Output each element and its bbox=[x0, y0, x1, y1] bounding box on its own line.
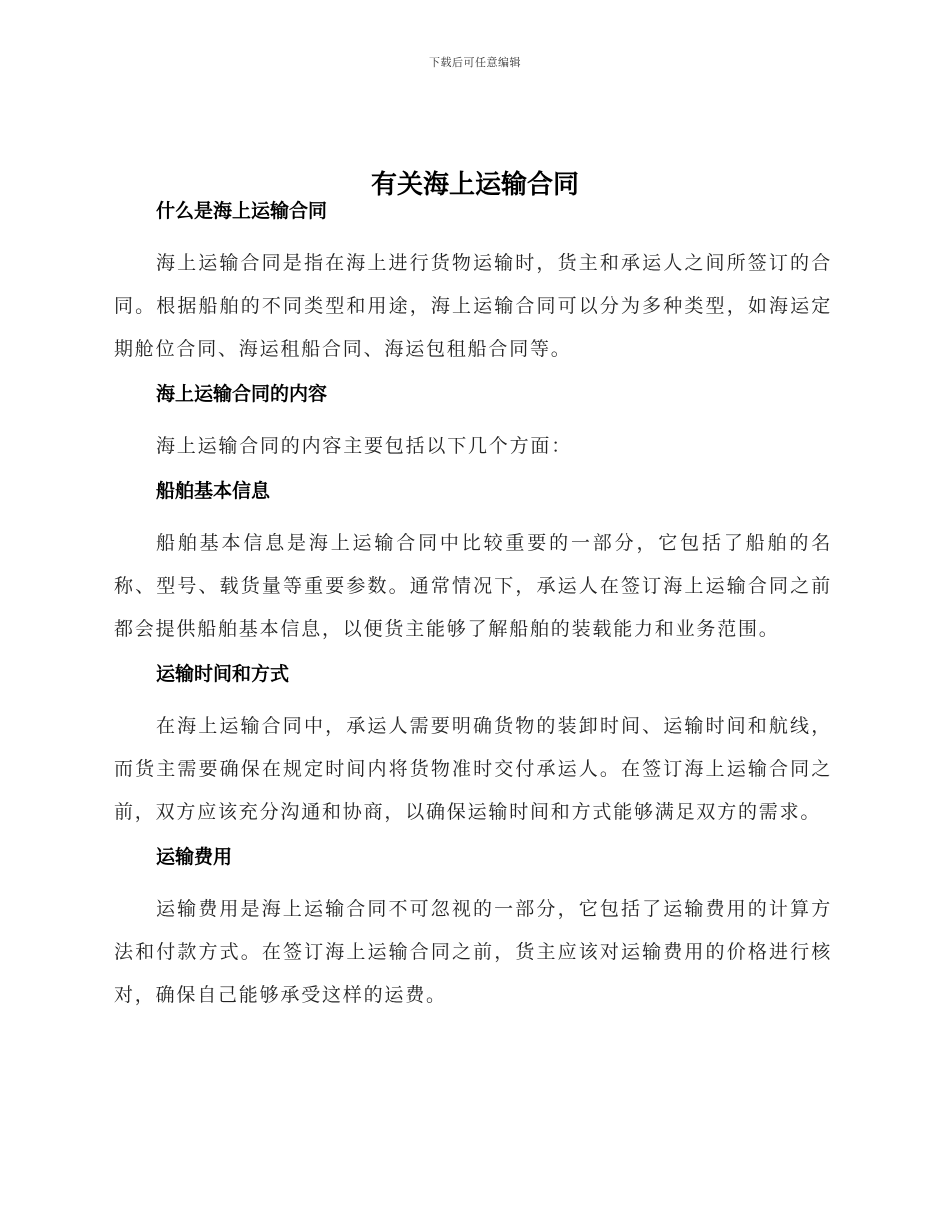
section-ship-info bbox=[114, 472, 832, 651]
section-what-is-contract bbox=[114, 192, 832, 371]
section-transport-time bbox=[114, 655, 832, 834]
section-paragraph: 运输费用是海上运输合同不可忽视的一部分，它包括了运输费用的计算方法和付款方式。在签订海上运输合同之前，货主应该对运输费用的价格进行核对，确保自己能够承受这样的运费。 bbox=[114, 898, 832, 1006]
section-transport-cost bbox=[114, 838, 832, 1017]
section-heading: 船舶基本信息 bbox=[156, 480, 271, 502]
section-heading: 什么是海上运输合同 bbox=[156, 200, 328, 222]
section-paragraph: 海上运输合同是指在海上进行货物运输时，货主和承运人之间所签订的合同。根据船舶的不同类型和用途，海上运输合同可以分为多种类型，如海运定期舱位合同、海运租船合同、海运包租船合同等。 bbox=[114, 252, 832, 360]
section-heading: 运输时间和方式 bbox=[156, 663, 290, 685]
section-heading: 海上运输合同的内容 bbox=[156, 383, 328, 405]
document-title: 有关海上运输合同 bbox=[370, 170, 579, 201]
section-paragraph: 海上运输合同的内容主要包括以下几个方面： bbox=[156, 435, 573, 457]
section-paragraph: 船舶基本信息是海上运输合同中比较重要的一部分，它包括了船舶的名称、型号、载货量等重要参数。通常情况下，承运人在签订海上运输合同之前都会提供船舶基本信息，以便货主能够了解船舶的装载能力和业务范围。 bbox=[114, 532, 832, 640]
page-header-note: 下载后可任意编辑 bbox=[429, 56, 521, 69]
section-heading: 运输费用 bbox=[156, 846, 233, 868]
document-body bbox=[114, 192, 832, 1017]
section-paragraph: 在海上运输合同中，承运人需要明确货物的装卸时间、运输时间和航线，而货主需要确保在规定时间内将货物准时交付承运人。在签订海上运输合同之前，双方应该充分沟通和协商，以确保运输时间和方式能够满足双方的需求。 bbox=[114, 715, 832, 823]
section-contract-content bbox=[114, 375, 832, 468]
